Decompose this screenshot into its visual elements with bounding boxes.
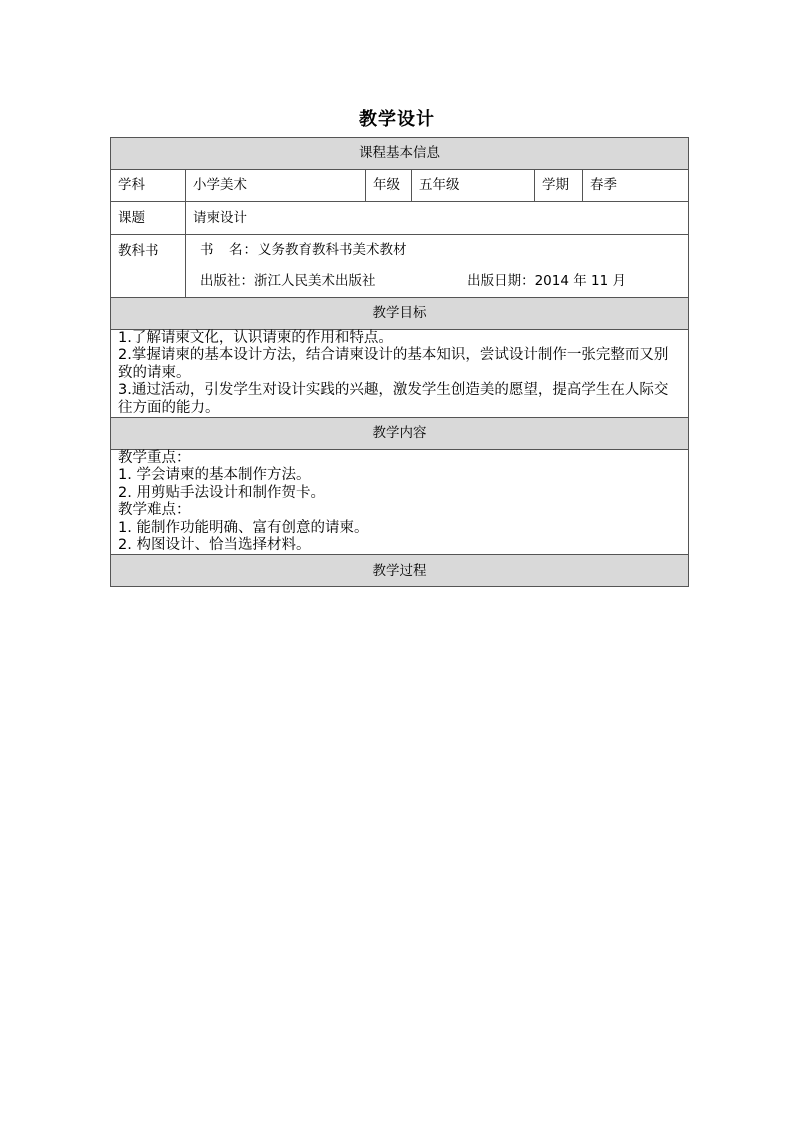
objective-item: 2.掌握请柬的基本设计方法，结合请柬设计的基本知识，尝试设计制作一张完整而又别致的请柬。 — [118, 347, 669, 381]
basic-info-row — [111, 170, 689, 202]
grade-label: 年级 — [366, 170, 412, 202]
topic-value: 请柬设计 — [186, 202, 689, 235]
subject-label: 学科 — [111, 170, 186, 202]
objective-item: 1.了解请柬文化，认识请柬的作用和特点。 — [118, 330, 393, 346]
objective-item: 3.通过活动，引发学生对设计实践的兴趣，激发学生创造美的愿望，提高学生在人际交往方面的能力。 — [118, 382, 669, 416]
textbook-row — [111, 235, 689, 298]
textbook-info — [186, 235, 689, 298]
objectives-header: 教学目标 — [111, 298, 689, 330]
key-point-item: 1. 学会请柬的基本制作方法。 — [118, 467, 311, 484]
basic-info-header: 课程基本信息 — [111, 138, 689, 170]
textbook-label: 教科书 — [111, 235, 186, 298]
difficulty-item: 2. 构图设计、恰当选择材料。 — [118, 536, 311, 553]
publisher-key: 出版社： — [200, 273, 254, 290]
pub-date-value: 2014 年 11 月 — [534, 273, 626, 290]
topic-label: 课题 — [111, 202, 186, 235]
subject-value: 小学美术 — [186, 170, 366, 202]
lesson-plan-table — [110, 137, 689, 587]
term-label: 学期 — [535, 170, 583, 202]
publisher-value: 浙江人民美术出版社 — [254, 273, 376, 290]
book-name-value: 义务教育教科书美术教材 — [258, 242, 407, 259]
key-point-item: 2. 用剪贴手法设计和制作贺卡。 — [118, 484, 325, 501]
pub-date-key: 出版日期： — [467, 273, 535, 290]
book-name-key: 书 名： — [200, 242, 258, 259]
grade-value: 五年级 — [412, 170, 535, 202]
process-header: 教学过程 — [111, 555, 689, 587]
publisher-line — [193, 266, 681, 297]
term-value: 春季 — [583, 170, 689, 202]
difficulty-item: 1. 能制作功能明确、富有创意的请柬。 — [118, 519, 369, 536]
objectives-body — [111, 330, 689, 418]
key-points-title: 教学重点： — [118, 449, 191, 466]
content-header: 教学内容 — [111, 417, 689, 449]
topic-row — [111, 202, 689, 235]
document-title: 教学设计 — [359, 109, 435, 130]
book-name-line — [193, 235, 681, 266]
content-body — [111, 449, 689, 554]
difficulties-title: 教学难点： — [118, 502, 191, 519]
